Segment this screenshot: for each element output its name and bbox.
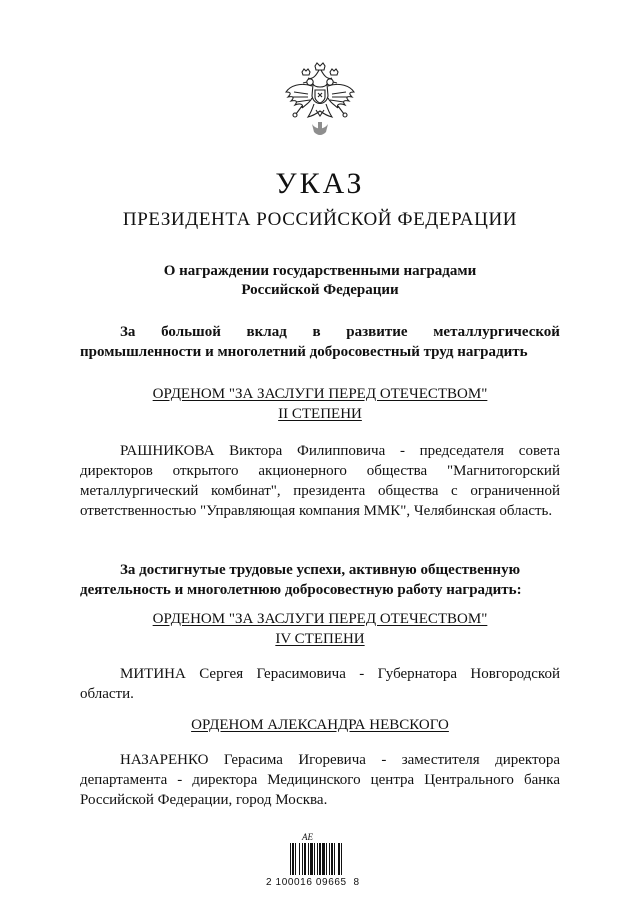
intro-1-line1 [80,322,560,342]
document-title: УКАЗ [275,167,365,200]
decree-heading-line2: Российской Федерации [241,282,399,298]
decree-heading-line1: О награждении государственными наградами [163,263,477,279]
document-subtitle: ПРЕЗИДЕНТА РОССИЙСКОЙ ФЕДЕРАЦИИ [122,209,518,230]
intro-1-word: развитие [346,324,408,340]
barcode-icon [290,843,356,875]
intro-1-word: За [120,324,136,340]
award-1-order-line1: ОРДЕНОМ "ЗА ЗАСЛУГИ ПЕРЕД ОТЕЧЕСТВОМ" [152,386,488,402]
intro-1-word: металлургической [433,324,560,340]
intro-1-word: вклад [246,324,287,340]
intro-1-word: в [312,324,321,340]
intro-2-line1: За достигнутые трудовые успехи, активную общественную [120,562,521,578]
award-2-recipient: МИТИНА Сергея Герасимовича - Губернатора Новгородской области. [80,666,560,702]
award-3-recipient: НАЗАРЕНКО Герасима Игоревича - заместителя директора департамента - директора Медицинского центра Центрального банка Российской Федерации, город Москва. [80,752,560,808]
award-2-order-line1: ОРДЕНОМ "ЗА ЗАСЛУГИ ПЕРЕД ОТЕЧЕСТВОМ" [152,611,488,627]
award-1-recipient: РАШНИКОВА Виктора Филипповича - председателя совета директоров открытого акционерного общества "Магнитогорский металлургический комбинат", президента общества с ограниченной ответственностью "Управляющая компания ММК", Челябинская область. [80,443,560,519]
intro-2-line2: деятельность и многолетнюю добросовестную работу наградить: [80,582,522,598]
intro-1-line2: промышленности и многолетний добросовестный труд наградить [80,344,528,360]
decree-heading [0,262,640,300]
award-3-order-line1: ОРДЕНОМ АЛЕКСАНДРА НЕВСКОГО [191,717,449,733]
registration-initials: АЕ [302,832,313,842]
coat-of-arms-icon [282,62,358,146]
barcode-number: 2 100016 09665 8 [266,877,360,888]
intro-paragraph-1 [80,322,560,362]
intro-paragraph-2 [80,560,560,600]
intro-1-word: большой [161,324,221,340]
award-1-order-line2: II СТЕПЕНИ [278,406,362,422]
award-2-order-line2: IV СТЕПЕНИ [275,631,365,647]
